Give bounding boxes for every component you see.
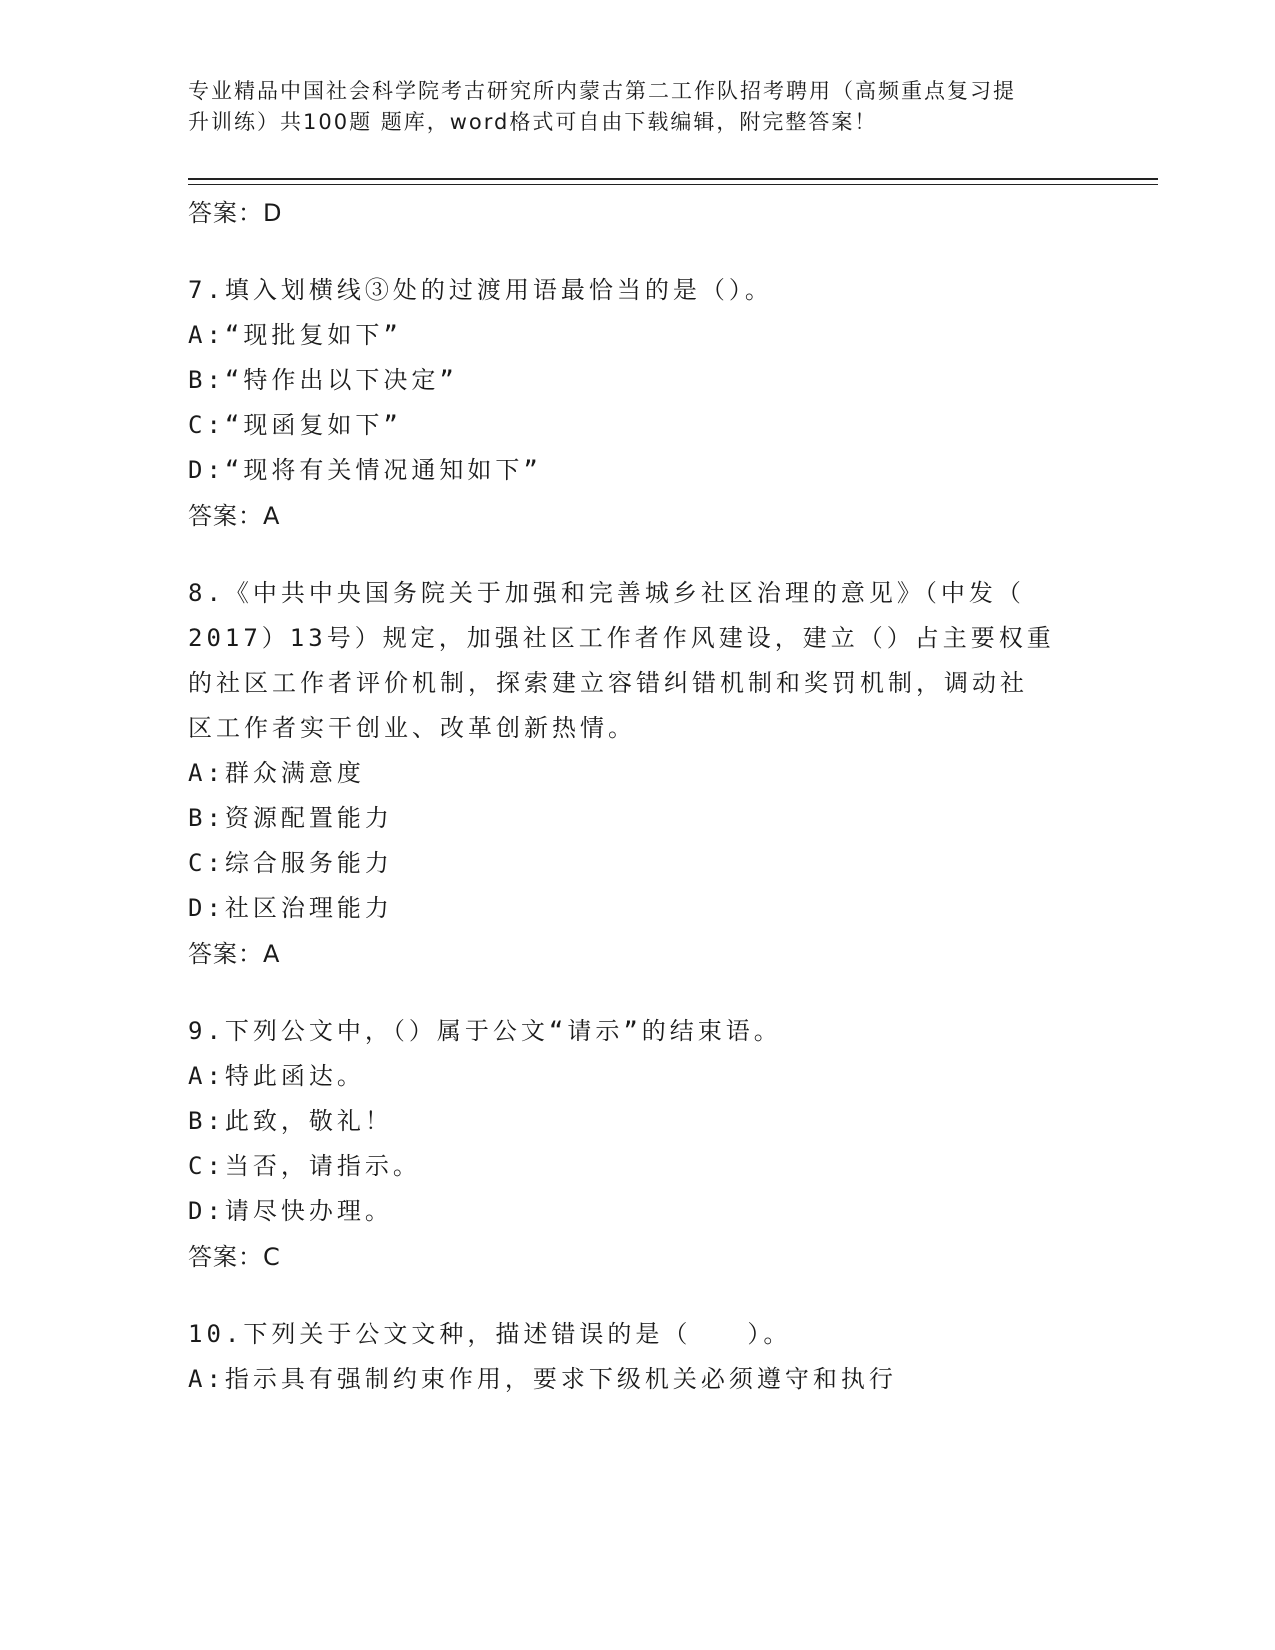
option-b: B:此致，敬礼！ (188, 1107, 393, 1135)
option-a: A:指示具有强制约束作用，要求下级机关必须遵守和执行 (188, 1365, 897, 1393)
option-c: C:综合服务能力 (188, 849, 393, 877)
option-a: A:特此函达。 (188, 1062, 365, 1090)
option-a: A:群众满意度 (188, 759, 365, 787)
option-c: C:“现函复如下” (188, 411, 402, 439)
header-line-1: 专业精品中国社会科学院考古研究所内蒙古第二工作队招考聘用（高频重点复习提 (188, 79, 1016, 103)
option-d: D:“现将有关情况通知如下” (188, 456, 542, 484)
option-d: D:请尽快办理。 (188, 1197, 393, 1225)
header-line-2: 升训练）共100题 题库，word格式可自由下载编辑，附完整答案！ (188, 110, 878, 134)
question-text-line-2: 2017）13号）规定，加强社区工作者作风建设，建立（）占主要权重 (188, 624, 1055, 652)
question-text-line-1: 8.《中共中央国务院关于加强和完善城乡社区治理的意见》（中发（ (188, 579, 1025, 607)
option-c: C:当否，请指示。 (188, 1152, 421, 1180)
question-text: 10.下列关于公文文种，描述错误的是（ ）。 (188, 1320, 792, 1348)
question-text: 9.下列公文中，（）属于公文“请示”的结束语。 (188, 1017, 782, 1045)
question-7 (188, 268, 1088, 539)
answer: 答案：A (188, 502, 281, 530)
header-rule (188, 178, 1158, 180)
answer-previous: 答案：D (188, 199, 283, 227)
question-10 (188, 1312, 1088, 1402)
question-text: 7.填入划横线③处的过渡用语最恰当的是（）。 (188, 276, 773, 304)
question-8 (188, 571, 1088, 977)
answer: 答案：A (188, 940, 281, 968)
answer: 答案：C (188, 1243, 281, 1271)
question-9 (188, 1009, 1088, 1280)
question-text-line-4: 区工作者实干创业、改革创新热情。 (188, 714, 636, 742)
option-d: D:社区治理能力 (188, 894, 393, 922)
header-rule-thin (188, 184, 1158, 185)
option-a: A:“现批复如下” (188, 321, 402, 349)
option-b: B:资源配置能力 (188, 804, 393, 832)
page-header (188, 76, 1088, 138)
document-body (188, 190, 1088, 1402)
option-b: B:“特作出以下决定” (188, 366, 458, 394)
question-text-line-3: 的社区工作者评价机制，探索建立容错纠错机制和奖罚机制，调动社 (188, 669, 1028, 697)
